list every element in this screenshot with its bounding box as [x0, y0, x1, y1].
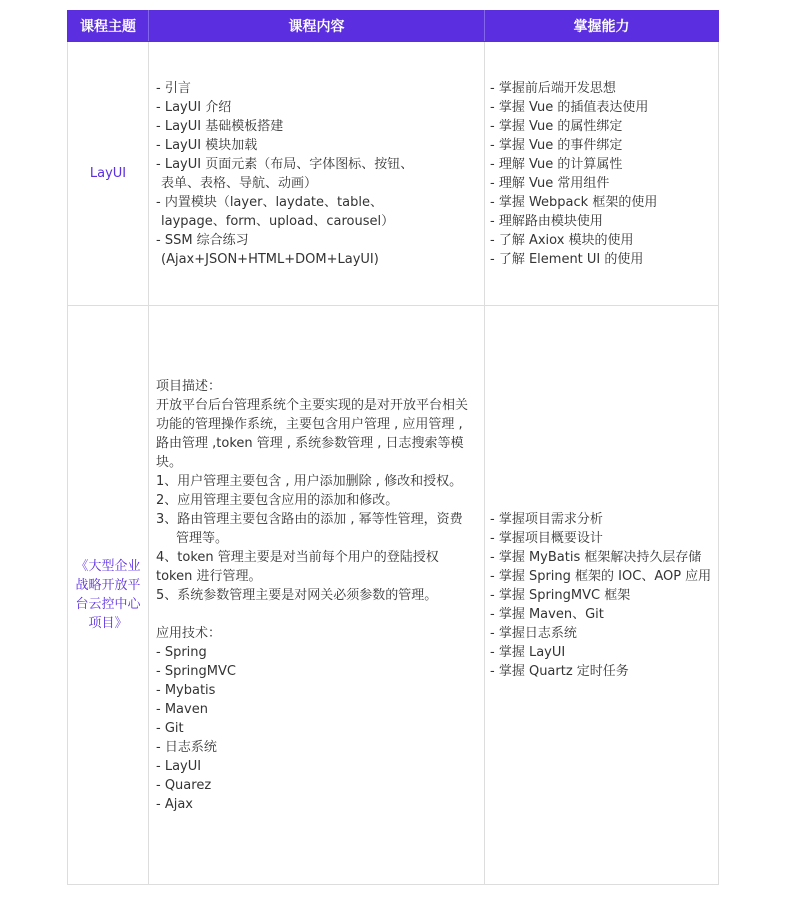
table-row [68, 306, 719, 885]
header-content: 课程内容 [149, 11, 485, 42]
skill-line: - 掌握 Webpack 框架的使用 [490, 194, 658, 210]
skill-line: - 掌握日志系统 [490, 625, 577, 641]
tech-item: - Quarez [156, 777, 212, 793]
tech-item: - 日志系统 [156, 739, 217, 755]
content-line: - LayUI 基础模板搭建 [156, 118, 284, 134]
skill-line: - 掌握项目需求分析 [490, 511, 603, 527]
header-row [68, 11, 719, 42]
header-topic: 课程主题 [68, 11, 149, 42]
tech-item: - SpringMVC [156, 663, 236, 679]
table-header [68, 11, 719, 42]
desc-title: 项目描述： [156, 378, 222, 394]
skill-line: - 掌握 Vue 的事件绑定 [490, 137, 623, 153]
content-item: 管理等。 [176, 530, 229, 546]
content-line: (Ajax+JSON+HTML+DOM+LayUI) [161, 251, 379, 267]
skill-line: - 掌握 MyBatis 框架解决持久层存储 [490, 549, 702, 565]
tech-item: - LayUI [156, 758, 202, 774]
content-cell [149, 42, 485, 306]
skill-line: - 了解 Element UI 的使用 [490, 251, 644, 267]
content-item: 1、用户管理主要包含 , 用户添加删除 , 修改和授权。 [156, 473, 463, 489]
content-line: - LayUI 页面元素（布局、字体图标、按钮、 [156, 156, 414, 172]
tech-item: - Mybatis [156, 682, 216, 698]
skill-line: - 掌握 Vue 的插值表达使用 [490, 99, 649, 115]
tech-item: - Spring [156, 644, 207, 660]
tech-item: - Ajax [156, 796, 193, 812]
topic-cell: 《大型企业战略开放平台云控中心项目》 [68, 306, 149, 885]
skill-line: - 掌握 Maven、Git [490, 606, 604, 622]
topic-cell: LayUI [68, 42, 149, 306]
skill-line: - 掌握项目概要设计 [490, 530, 603, 546]
skill-line: - 掌握 Spring 框架的 IOC、AOP 应用 [490, 568, 712, 584]
table-row [68, 42, 719, 306]
content-item: 4、token 管理主要是对当前每个用户的登陆授权 token 进行管理。 [156, 549, 439, 584]
content-line: - LayUI 介绍 [156, 99, 232, 115]
skill-line: - 理解 Vue 常用组件 [490, 175, 610, 191]
content-item: 3、路由管理主要包含路由的添加 , 幂等性管理，资费 [156, 511, 463, 527]
spacer [156, 605, 478, 624]
content-line: - 引言 [156, 80, 191, 96]
content-line: laypage、form、upload、carousel） [161, 213, 395, 229]
skill-line: - 理解 Vue 的计算属性 [490, 156, 623, 172]
skill-line: - 了解 Axiox 模块的使用 [490, 232, 634, 248]
content-line: - SSM 综合练习 [156, 232, 249, 248]
course-table [67, 10, 719, 885]
skill-line: - 掌握 LayUI [490, 644, 566, 660]
tech-item: - Git [156, 720, 184, 736]
header-skills: 掌握能力 [485, 11, 719, 42]
skills-cell [485, 42, 719, 306]
content-line: - 内置模块（layer、laydate、table、 [156, 194, 383, 210]
skills-cell [485, 306, 719, 885]
skill-line: - 掌握前后端开发思想 [490, 80, 616, 96]
tech-item: - Maven [156, 701, 208, 717]
skill-line: - 理解路由模块使用 [490, 213, 603, 229]
skill-line: - 掌握 SpringMVC 框架 [490, 587, 631, 603]
content-item: 5、系统参数管理主要是对网关必须参数的管理。 [156, 587, 438, 603]
content-line: - LayUI 模块加载 [156, 137, 258, 153]
content-line: 表单、表格、导航、动画） [161, 175, 318, 191]
tech-title: 应用技术： [156, 625, 222, 641]
skill-line: - 掌握 Vue 的属性绑定 [490, 118, 623, 134]
skill-line: - 掌握 Quartz 定时任务 [490, 663, 629, 679]
content-item: 2、应用管理主要包含应用的添加和修改。 [156, 492, 399, 508]
content-cell [149, 306, 485, 885]
desc-paragraph: 开放平台后台管理系统个主要实现的是对开放平台相关功能的管理操作系统，主要包含用户管理 , 应用管理 , 路由管理 ,token 管理 , 系统参数管理 , 日志搜索等模块。 [156, 397, 469, 470]
